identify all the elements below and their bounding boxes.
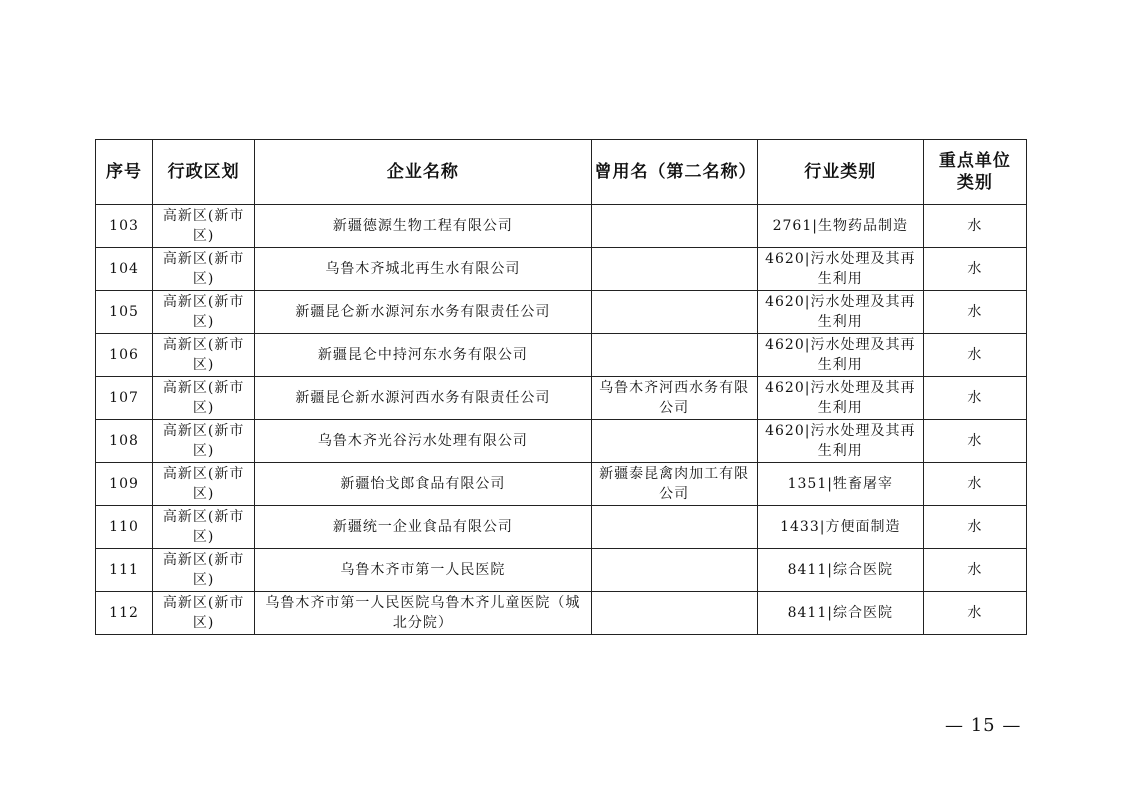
cell-industry: 2761|生物药品制造 (757, 205, 923, 248)
header-company: 企业名称 (255, 140, 591, 205)
cell-key-type: 水 (923, 205, 1026, 248)
cell-company: 乌鲁木齐光谷污水处理有限公司 (255, 420, 591, 463)
cell-company: 新疆德源生物工程有限公司 (255, 205, 591, 248)
cell-industry: 4620|污水处理及其再生利用 (757, 248, 923, 291)
cell-key-type: 水 (923, 506, 1026, 549)
cell-district: 高新区(新市区) (153, 334, 255, 377)
cell-industry: 8411|综合医院 (757, 549, 923, 592)
cell-key-type: 水 (923, 420, 1026, 463)
page-number: — 15 — (945, 715, 1022, 736)
cell-former-name: 乌鲁木齐河西水务有限公司 (591, 377, 757, 420)
cell-district: 高新区(新市区) (153, 420, 255, 463)
cell-industry: 4620|污水处理及其再生利用 (757, 377, 923, 420)
enterprise-table (95, 139, 1027, 635)
cell-district: 高新区(新市区) (153, 248, 255, 291)
table-row (96, 420, 1027, 463)
cell-seq: 107 (96, 377, 153, 420)
table-row (96, 592, 1027, 635)
cell-district: 高新区(新市区) (153, 205, 255, 248)
cell-seq: 105 (96, 291, 153, 334)
cell-former-name (591, 592, 757, 635)
table-row (96, 549, 1027, 592)
cell-seq: 106 (96, 334, 153, 377)
cell-district: 高新区(新市区) (153, 463, 255, 506)
cell-company: 新疆怡戈郎食品有限公司 (255, 463, 591, 506)
cell-district: 高新区(新市区) (153, 592, 255, 635)
cell-former-name (591, 506, 757, 549)
cell-company: 新疆统一企业食品有限公司 (255, 506, 591, 549)
cell-industry: 1351|牲畜屠宰 (757, 463, 923, 506)
header-industry: 行业类别 (757, 140, 923, 205)
table-row (96, 205, 1027, 248)
table-row (96, 248, 1027, 291)
cell-district: 高新区(新市区) (153, 549, 255, 592)
cell-key-type: 水 (923, 463, 1026, 506)
cell-district: 高新区(新市区) (153, 291, 255, 334)
cell-key-type: 水 (923, 248, 1026, 291)
cell-seq: 108 (96, 420, 153, 463)
cell-industry: 4620|污水处理及其再生利用 (757, 334, 923, 377)
cell-company: 新疆昆仑中持河东水务有限公司 (255, 334, 591, 377)
cell-former-name (591, 248, 757, 291)
cell-company: 新疆昆仑新水源河东水务有限责任公司 (255, 291, 591, 334)
cell-company: 乌鲁木齐市第一人民医院 (255, 549, 591, 592)
cell-key-type: 水 (923, 334, 1026, 377)
cell-former-name (591, 420, 757, 463)
cell-former-name: 新疆泰昆禽肉加工有限公司 (591, 463, 757, 506)
cell-key-type: 水 (923, 592, 1026, 635)
cell-district: 高新区(新市区) (153, 506, 255, 549)
table-row (96, 334, 1027, 377)
cell-industry: 8411|综合医院 (757, 592, 923, 635)
table-row (96, 463, 1027, 506)
header-district: 行政区划 (153, 140, 255, 205)
cell-key-type: 水 (923, 549, 1026, 592)
cell-former-name (591, 334, 757, 377)
cell-seq: 103 (96, 205, 153, 248)
cell-seq: 111 (96, 549, 153, 592)
header-seq: 序号 (96, 140, 153, 205)
header-key-type: 重点单位类别 (923, 140, 1026, 205)
cell-company: 乌鲁木齐城北再生水有限公司 (255, 248, 591, 291)
cell-seq: 109 (96, 463, 153, 506)
cell-key-type: 水 (923, 291, 1026, 334)
table-row (96, 291, 1027, 334)
cell-former-name (591, 205, 757, 248)
cell-seq: 112 (96, 592, 153, 635)
cell-industry: 4620|污水处理及其再生利用 (757, 420, 923, 463)
cell-seq: 104 (96, 248, 153, 291)
cell-company: 乌鲁木齐市第一人民医院乌鲁木齐儿童医院（城北分院） (255, 592, 591, 635)
cell-key-type: 水 (923, 377, 1026, 420)
cell-district: 高新区(新市区) (153, 377, 255, 420)
table-header-row (96, 140, 1027, 205)
cell-industry: 1433|方便面制造 (757, 506, 923, 549)
header-former-name: 曾用名（第二名称） (591, 140, 757, 205)
cell-former-name (591, 549, 757, 592)
cell-company: 新疆昆仑新水源河西水务有限责任公司 (255, 377, 591, 420)
cell-industry: 4620|污水处理及其再生利用 (757, 291, 923, 334)
table-row (96, 506, 1027, 549)
cell-former-name (591, 291, 757, 334)
table-row (96, 377, 1027, 420)
cell-seq: 110 (96, 506, 153, 549)
